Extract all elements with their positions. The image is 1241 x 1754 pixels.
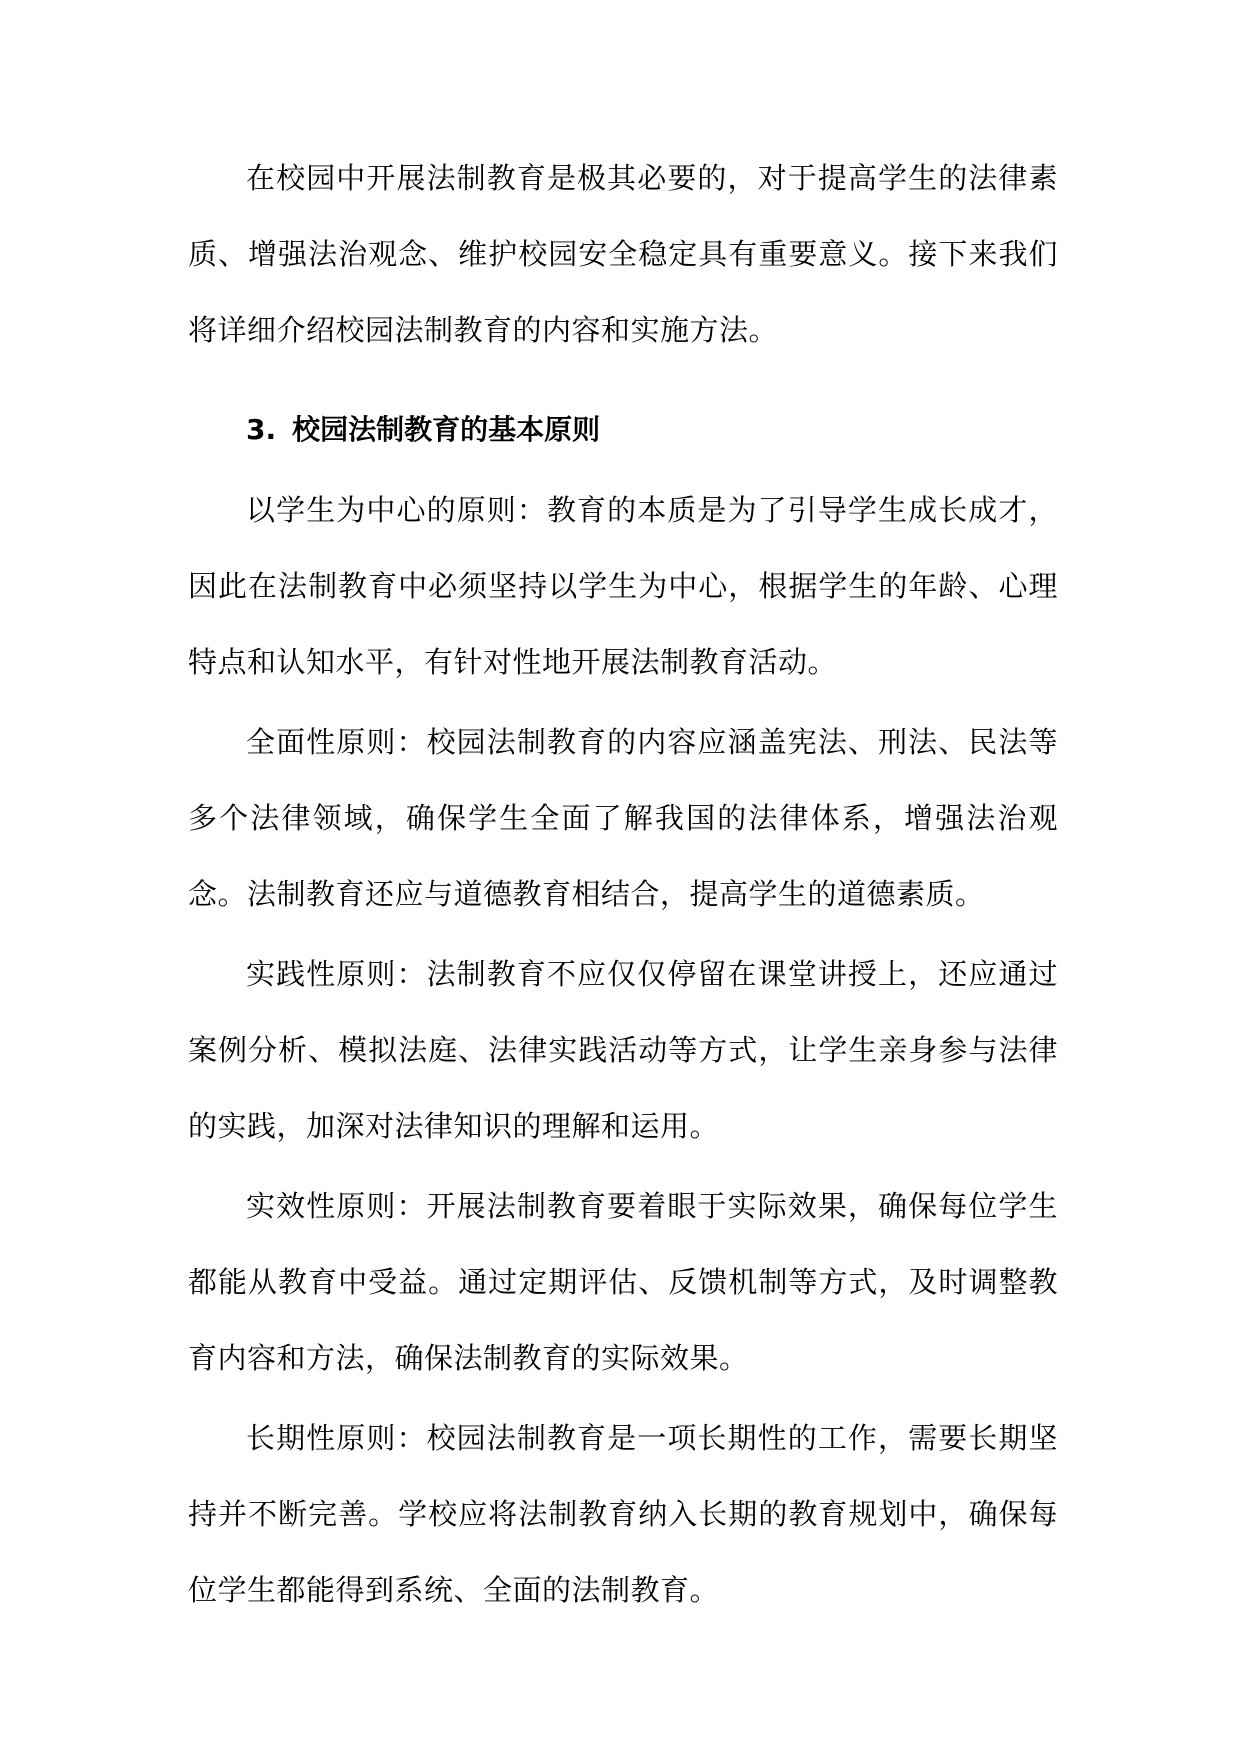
section-heading	[188, 392, 1058, 468]
principle-effective: 实效性原则：开展法制教育要着眼于实际效果，确保每位学生都能从教育中受益。通过定期评估、反馈机制等方式，及时调整教育内容和方法，确保法制教育的实际效果。	[188, 1189, 1058, 1375]
principle-practical: 实践性原则：法制教育不应仅仅停留在课堂讲授上，还应通过案例分析、模拟法庭、法律实践活动等方式，让学生亲身参与法律的实践，加深对法律知识的理解和运用。	[188, 957, 1058, 1143]
document-body	[188, 140, 1058, 1632]
principle-long-term: 长期性原则：校园法制教育是一项长期性的工作，需要长期坚持并不断完善。学校应将法制教育纳入长期的教育规划中，确保每位学生都能得到系统、全面的法制教育。	[188, 1421, 1058, 1607]
section-title: 校园法制教育的基本原则	[292, 413, 601, 446]
intro-paragraph: 在校园中开展法制教育是极其必要的，对于提高学生的法律素质、增强法治观念、维护校园安全稳定具有重要意义。接下来我们将详细介绍校园法制教育的内容和实施方法。	[188, 161, 1058, 347]
section-number: 3.	[246, 413, 277, 446]
principle-comprehensive: 全面性原则：校园法制教育的内容应涵盖宪法、刑法、民法等多个法律领域，确保学生全面了解我国的法律体系，增强法治观念。法制教育还应与道德教育相结合，提高学生的道德素质。	[188, 725, 1058, 911]
principle-student-centered: 以学生为中心的原则：教育的本质是为了引导学生成长成才，因此在法制教育中必须坚持以学生为中心，根据学生的年龄、心理特点和认知水平，有针对性地开展法制教育活动。	[188, 493, 1058, 679]
